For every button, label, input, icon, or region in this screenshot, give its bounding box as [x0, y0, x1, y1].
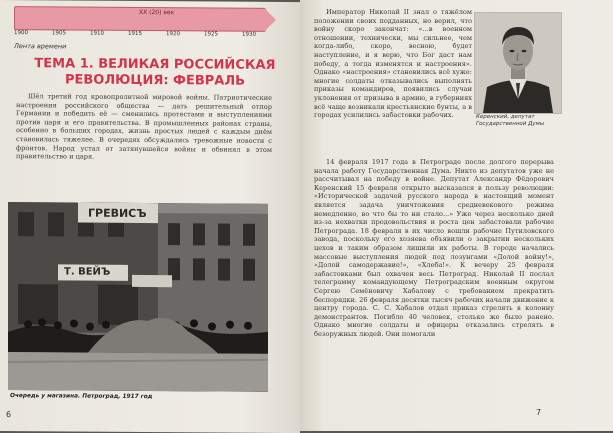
- left-intro-paragraph: Шёл третий год кровопролитной мировой войны. Патриотические настроения российского общества — дать решительный отпор Германии и победить её — сменились протестами и выступлениями против царя и его правительства. В промышленных районах страны, особенно в больших городах, жизнь простых людей с каждым днём становилась тяжелее. В очередях обсуждались тревожные новости с фронтов. Народ устал от затянувшейся войны и обвинял в этом правительство и царя.: [16, 92, 272, 161]
- timeline-arrow: [264, 8, 276, 32]
- left-page: [0, 0, 300, 433]
- photo-sign-top: ГРЕВИСЪ: [88, 206, 147, 221]
- timeline-century-label: XX (20) век: [139, 8, 175, 17]
- timeline-tick: 1910: [90, 30, 104, 37]
- timeline-tick: 1900: [14, 30, 28, 37]
- kerensky-portrait: [474, 12, 562, 114]
- timeline: [14, 4, 276, 51]
- right-main-paragraph: 14 февраля 1917 года в Петрограде после долгого перерыва начала работу Государственная Дума. Никто из депутатов уже не рассчитывал на победу в войне. Депутат Александр Фёдорович Керенский 15 февраля открыто высказался в пользу революции: «Исторической задачей русского народа в настоящий момент является задача уничтожения средневекового режима немедленно, во что бы то ни стало...» Уже через несколько дней из-за нехватки продовольствия и роста цен забастовали рабочие Петрограда. 18 февраля в их число вошли рабочие Путиловского завода, поскольку его хозяева объявили о закрытии нескольких цехов и таким образом лишили их работы. В городе начались массовые выступления людей под лозунгами «Долой войну!», «Долой самодержавие!», «Хлеба!». К вечеру 25 февраля забастовками был охвачен весь Петроград. Николай II послал телеграмму командующему Петроградским военным округом Сергею Семёновичу Хабалову с требованием прекратить беспорядки. 26 февраля десятки тысяч рабочих начали движение к центру города. С. С. Хабалов отдал приказ стрелять в колонну демонстрантов. Погибло 40 человек, столько же было ранено. Однако многие солдаты и офицеры отказались стрелять в безоружных людей. Они помогали: [314, 158, 554, 338]
- queue-photo: [8, 202, 268, 392]
- right-page: [300, 0, 613, 431]
- page-number-left: 6: [6, 410, 12, 420]
- timeline-tick: 1925: [204, 31, 218, 38]
- photo-sign-shop: Т. ВЕЙЪ: [64, 266, 111, 278]
- chapter-title: ТЕМА 1. ВЕЛИКАЯ РОССИЙСКАЯ РЕВОЛЮЦИЯ: ФЕВРАЛЬ: [34, 56, 276, 89]
- portrait-caption: Керенский, депутат Государственной Думы: [476, 114, 545, 127]
- timeline-caption: Лента времени: [14, 42, 67, 51]
- timeline-ticks: [14, 30, 264, 42]
- timeline-tick: 1920: [166, 31, 180, 38]
- photo-caption: Очередь у магазина. Петроград, 1917 год: [10, 393, 153, 401]
- timeline-tick: 1905: [52, 30, 66, 37]
- right-top-paragraph: Император Николай II знал о тяжёлом положении своих подданных, но верил, что войну скоро закончат: «...в военном отношении, технически, мы сильнее, чем когда-либо, скоро, весною, будет наступление, и я верю, что Бог даст нам победу, а тогда изменятся и настроения». Однако «настроения» становились всё хуже: многие солдаты отказывались выполнять приказы командиров, появились случаи уклонения от призыва в армию, в губерниях всё чаще возникали крестьянские бунты, а в городах усилились забастовки рабочих.: [314, 8, 472, 120]
- page-number-right: 7: [536, 408, 542, 417]
- timeline-tick: 1930: [242, 31, 256, 38]
- timeline-tick: 1915: [128, 30, 142, 37]
